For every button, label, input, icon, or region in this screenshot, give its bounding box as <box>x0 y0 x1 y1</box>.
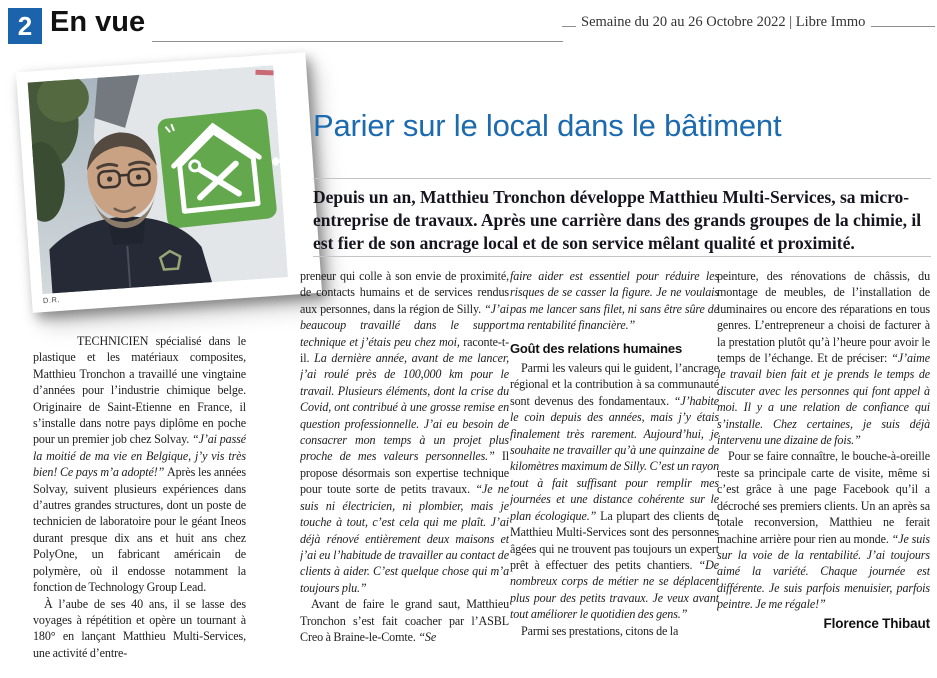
article-byline: Florence Thibaut <box>823 615 930 631</box>
article-column-4 <box>717 268 930 678</box>
article-paragraph: faire aider est essentiel pour réduire les risques de se casser la figure. Je ne voulais pas me lancer sans filet, ni sans être sûre de ma rentabilité financière.” <box>510 269 719 333</box>
article-paragraph: TECHNICIEN spécialisé dans le plastique et les matériaux composites, Matthieu Tronchon a travaillé une vingtaine d’années pour l’industrie chimique belge. Originaire de Saint-Etienne en France, il s’installe dans notre pays diplôme en poche pour un premier job chez Solvay. “J’ai passé la moitié de ma vie en Belgique, j’y vis très bien! Ce pays m’a adopté!” Après les années Solvay, suivent plusieurs expériences dans d’autres grandes structures, dont un poste de technicien de laboratoire pour le géant Ineos durant presque dix ans et huit ans chez PolyOne, un fabricant américain de polymère, où il endosse notamment la fonction de Technology Group Lead. <box>33 334 246 595</box>
article-column-1 <box>33 333 246 678</box>
edition-header <box>562 14 935 31</box>
article-paragraph: preneur qui colle à son envie de proximité, de contacts humains et de services rendus aux personnes, dans la région de Silly. “J’ai beaucoup travaillé dans le support technique et j’étais peu chez moi, raconte-t-il. La dernière année, avant de me lancer, j’ai roulé près de 100,000 km pour le travail. Plusieurs éléments, dont la crise du Covid, ont contribué à une grosse remise en question professionnelle. J’ai eu besoin de consacrer mon temps à un projet plus proche de mes valeurs personnelles.” Il propose désormais son expertise technique pour toute sorte de petits travaux. “Je ne suis ni électricien, ni plombier, mais je touche à tout, c’est cela qui me plaît. J’ai déjà rénové entièrement deux maisons et j’ai eu l’habitude de travailler au contact de clients à aider. C’est quelque chose qui m’a toujours plu.” <box>300 269 509 595</box>
house-tools-logo-icon <box>157 108 278 229</box>
edition-rule-right <box>871 26 935 27</box>
article-paragraph: peinture, des rénovations de châssis, du montage de meubles, de l’installation de luminaires ou encore des réparations en tous genres. L’entrepreneur a choisi de facturer à la prestation plutôt qu’à l’heure pour avoir le temps de l’échange. Et de préciser: “J’aime le travail bien fait et je prends le temps de discuter avec les personnes qui font appel à moi. Il y a une relation de confiance qui s’installe. Chez certaines, je suis déjà intervenu une dizaine de fois.” <box>717 269 930 448</box>
article-paragraph: À l’aube de ses 40 ans, il se lasse des voyages à répétition et opère un tournant à 180° en lançant Matthieu Multi-Services, une activité d’entre- <box>33 596 246 660</box>
header-rule <box>152 41 563 42</box>
article-column-3 <box>510 268 719 678</box>
article-column-4-text <box>717 268 930 613</box>
section-title: En vue <box>50 6 146 38</box>
page-number-badge: 2 <box>8 8 42 44</box>
edition-rule-left <box>562 26 576 27</box>
article-photo <box>16 52 322 313</box>
article-paragraph: Avant de faire le grand saut, Matthieu Tronchon s’est fait coacher par l’ASBL Creo à Braine-le-Comte. “Se <box>300 597 509 644</box>
article-title: Parier sur le local dans le bâtiment <box>313 108 782 143</box>
article-paragraph: Parmi ses prestations, citons de la <box>521 623 679 638</box>
article-lede: Depuis un an, Matthieu Tronchon développe Matthieu Multi-Services, sa micro-entreprise de travaux. Après une carrière dans des grands groupes de la chimie, il est fier de son ancrage local et de son service mêlant qualité et proximité. <box>313 187 922 253</box>
portrait-illustration <box>28 65 288 294</box>
article-paragraph: Pour se faire connaître, le bouche-à-oreille reste sa principale carte de visite, même si c’est grâce à une page Facebook qu’il a décroché ses premiers clients. Un an après sa totale reconversion, Matthieu ne ferait machine arrière pour rien au monde. “Je suis sur la voie de la rentabilité. J’ai toujours aimé la variété. Chaque journée est différente. Je suis parfois menuisier, parfois peintre. Je me régale!” <box>717 449 930 612</box>
lede-rule <box>313 256 931 257</box>
edition-text: Semaine du 20 au 26 Octobre 2022 | Libre Immo <box>581 14 866 30</box>
title-rule <box>313 178 931 179</box>
article-column-2 <box>300 268 509 678</box>
photo-credit: D.R. <box>42 294 61 306</box>
article-paragraph: Parmi les valeurs qui le guident, l’ancrage régional et la contribution à sa communauté sont devenus des fondamentaux. “J’habite le coin depuis des années, mais j’y étais finalement très rarement. Aujourd’hui, je souhaite ne travailler qu’à une quinzaine de kilomètres maximum de Silly. C’est un rayon tout à fait suffisant pour remplir mes journées et une distance cohérente sur le plan écologique.” La plupart des clients de Matthieu Multi-Services sont des personnes âgées qui ne trouvent pas toujours un expert prêt à effectuer des petits chantiers. “De nombreux corps de métier ne se déplacent plus pour des petits travaux. Je veux avant tout améliorer le quotidien des gens.” <box>510 361 719 622</box>
section-subhead: Goût des relations humaines <box>510 340 682 356</box>
